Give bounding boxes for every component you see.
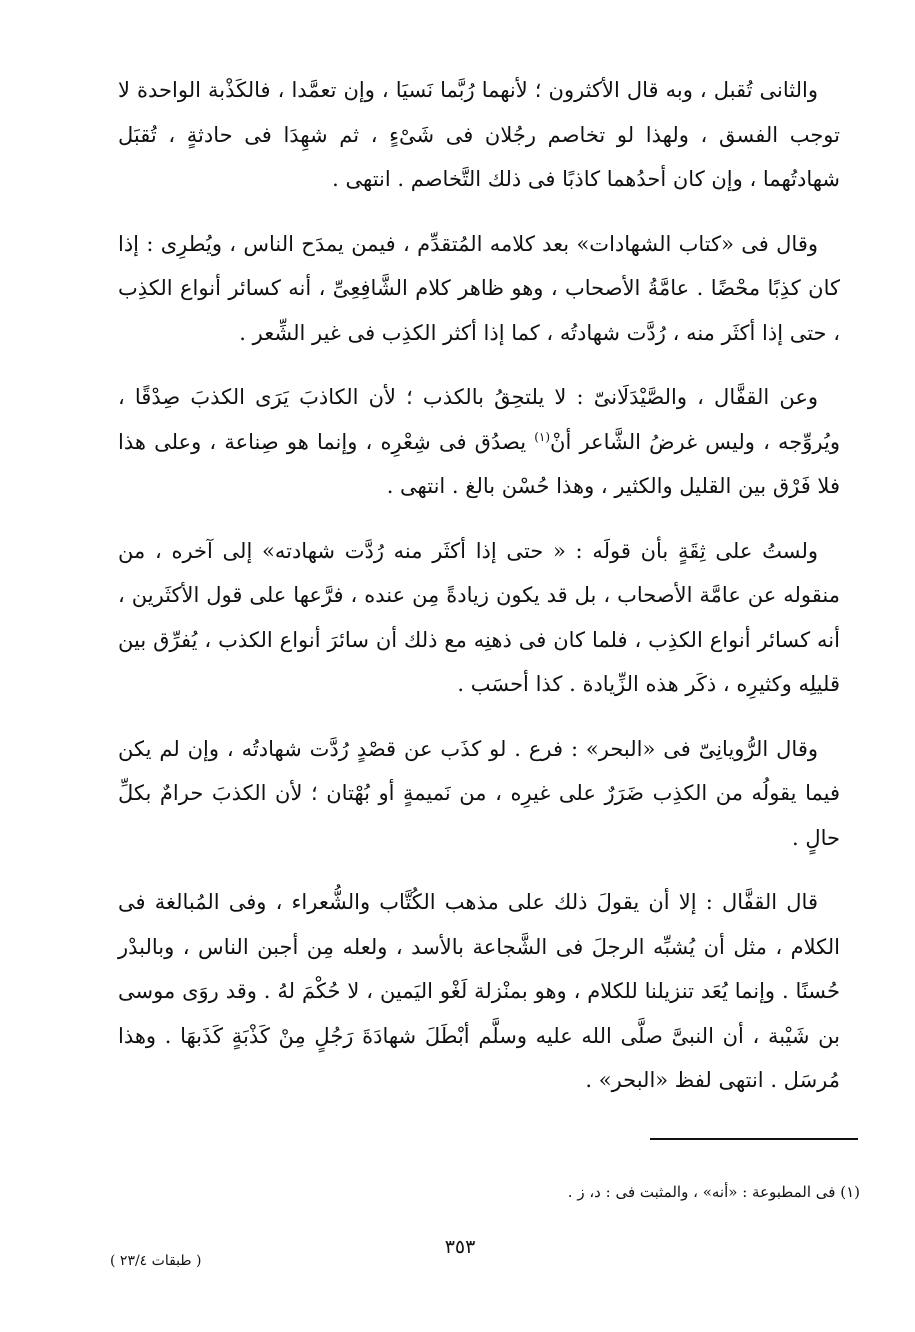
page-number: ٣٥٣ — [444, 1236, 476, 1258]
paragraph-5: وقال الرُّويانِىّ فى «البحر» : فرع . لو كذَب عن قصْدٍ رُدَّت شهادتُه ، وإن لم يكن فيما يقولُه من الكذِب ضَرَرٌ على غيرِه ، من نَميمةٍ أو بُهْتان ؛ لأن الكذبَ حرامٌ بكلِّ حالٍ . — [118, 736, 840, 850]
paragraph-4: ولستُ على ثِقَةٍ بأن قولَه : « حتى إذا أكثَر منه رُدَّت شهادته» إلى آخره ، من منقوله عن عامَّة الأصحاب ، بل قد يكون زيادةً مِن عنده ، فرَّعها على قول الأكثَرين ، أنه كسائر أنواع الكذِب ، فلما كان فى ذهنِه مع ذلك أن سائرَ أنواع الكذب ، يُفرِّق بين قليلِه وكثيرِه ، ذكَر هذه الزِّيادة . كذا أحسَب . — [118, 538, 840, 696]
footnote-marker: (١) — [534, 429, 551, 444]
paragraph-3-start: وعن القفَّال ، والصَّيْدَلَانىّ : لا يلتحِقُ بالكذب ؛ لأن الكاذبَ يَرَى الكذبَ صِدْقًا ، ويُروِّجه ، وليس غرضُ الشَّاعر أنْ — [118, 385, 840, 454]
paragraph-3 — [118, 375, 840, 509]
paragraph-1: والثانى تُقبل ، وبه قال الأكثرون ؛ لأنهما رُبَّما نَسيَا ، وإن تعمَّدا ، فالكَذْبة الواحدة لا توجب الفسق ، ولهذا لو تخاصم رجُلان فى شَىْءٍ ، ثم شهِدَا فى حادثةٍ ، تُقبَل شهادتُهما ، وإن كان أحدُهما كاذبًا فى ذلك التَّخاصم . انتهى . — [118, 78, 840, 191]
paragraph-2: وقال فى «كتاب الشهادات» بعد كلامه المُتقدِّم ، فيمن يمدَح الناس ، ويُطرِى : إذا كان كذِبًا محْضًا . عامَّةُ الأصحاب ، وهو ظاهر كلام الشَّافِعِىِّ ، أنه كسائر أنواع الكذِب ، حتى إذا أكثَر منه ، رُدَّت شهادتُه ، كما إذا أكثر الكذِب فى غير الشِّعر . — [118, 231, 840, 345]
main-text — [118, 68, 840, 1123]
signature-mark: ( طبقات ٢٣/٤ ) — [110, 1253, 202, 1269]
paragraph-6: قال القفَّال : إلا أن يقولَ ذلك على مذهب الكُتَّاب والشُّعراء ، وفى المُبالغة فى الكلام ، مثل أن يُشبِّه الرجلَ فى الشَّجاعة بالأسد ، ولعله مِن أجبن الناس ، وبالبدْر حُسنًا . وإنما يُعَد تنزيلنا للكلام ، وهو بمنْزلة لَغْو اليَمين ، لا حُكْمَ لهُ . وقد روَى موسى بن شَيْبة ، أن النبىَّ صلَّى الله عليه وسلَّم أبْطَلَ شهادَةَ رَجُلٍ مِنْ كَذْبَةٍ كَذَبهَا . وهذا مُرسَل . انتهى لفظ «البحر» . — [118, 890, 840, 1092]
footnote-divider — [650, 1138, 858, 1140]
footnote: (١) فى المطبوعة : «أنه» ، والمثبت فى : د، ز . — [567, 1183, 860, 1201]
paragraph-3-end: وعلى هذا فلا فَرْق بين القليل والكثير ، وهذا حُسْن بالغ . انتهى . — [118, 429, 840, 498]
paragraph-3-middle: يصدُق فى شِعْرِه ، وإنما هو صِناعة ، — [201, 429, 535, 454]
